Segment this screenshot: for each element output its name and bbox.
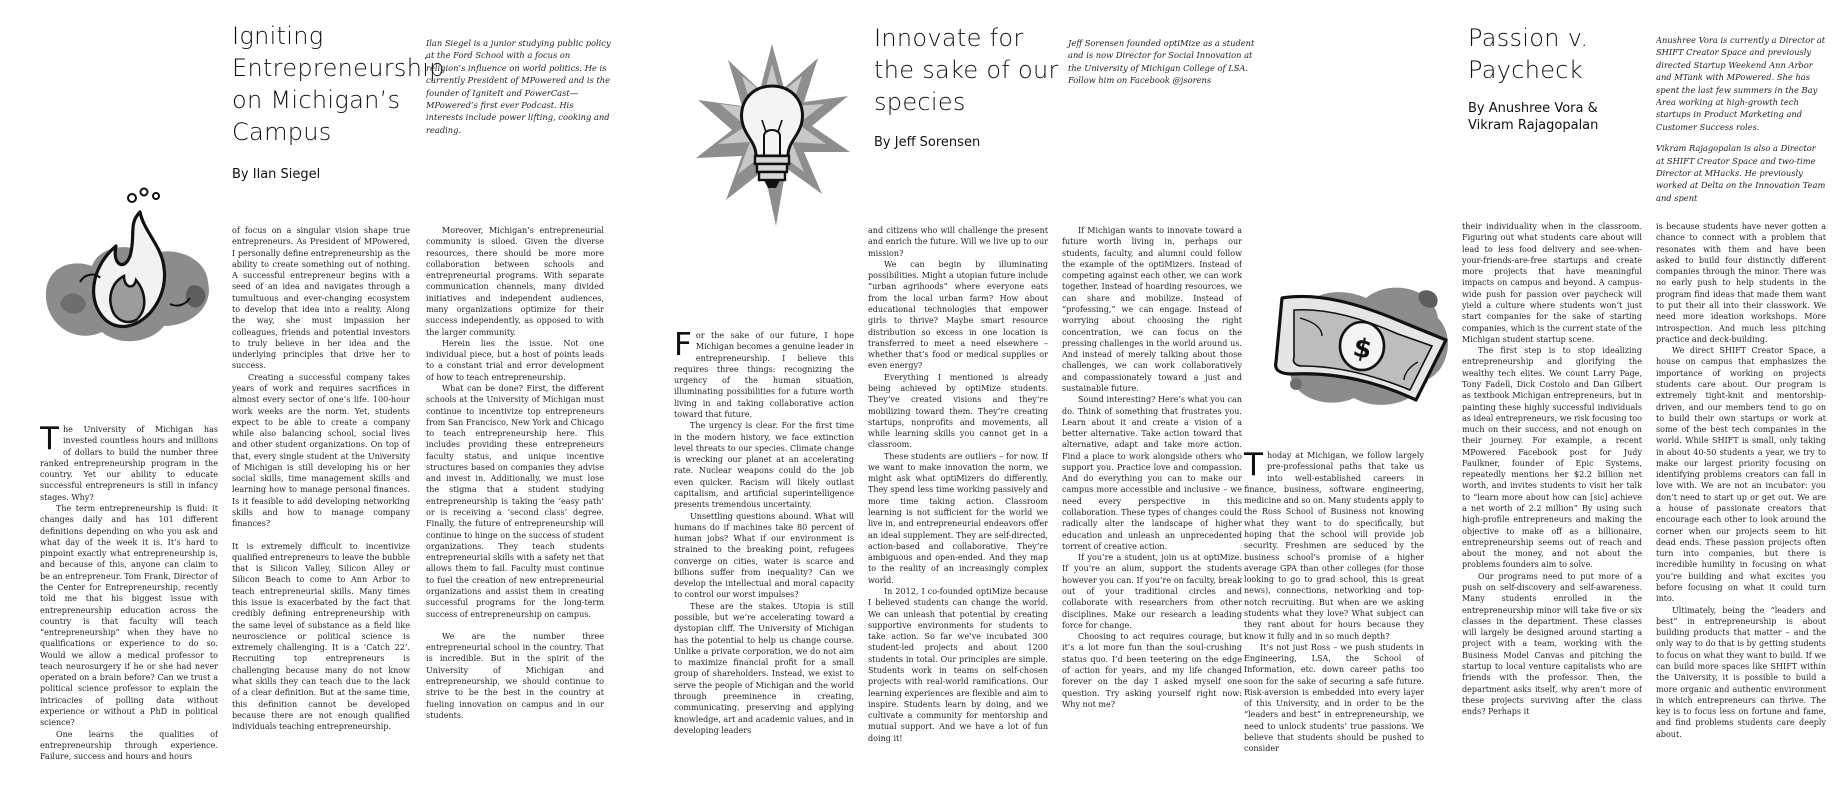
body-paragraph: Herein lies the issue. Not one individual piece, but a host of points leads to a constant trial and error development of how to teach entrepreneurship.: [426, 338, 604, 382]
body-paragraph: [40, 424, 218, 503]
body-paragraph: The first step is to stop idealizing entrepreneurship and glorifying the wealthy tech elites. We count Larry Page, Tony Fadell, Dick Costolo and Dan Gilbert as textbook Michigan entrepreneurs, but in painting these highly successful individuals as ideal entrepreneurs, we risk focusing too much on their success, and not enough on their journey. For example, a recent MPowered Facebook post for Judy Faulkner, founder of Epic Systems, repeatedly mentions her $2.2 billion net worth, and invites students to visit her talk to “learn more about how can [sic] achieve a net worth of 2.2 million” By using such high-profile entrepreneurs and making the objective to make off as a billionaire, entrepreneurship seems out of reach and about the money, and not about the problems founders aim to solve.: [1462, 346, 1642, 570]
body-paragraph: It is extremely difficult to incentivize qualified entrepreneurs to leave the bubble that is Silicon Valley, Silicon Alley or Silicon Beach to come to Ann Arbor to teach entrepreneurial skills. Many times this issue is exacerbated by the fact that credibly defining entrepreneurship with the same level of substance as a field like neuroscience or political science is extremely challenging. It is a ‘Catch 22’. Recruiting top entrepreneurs is challenging because many do not know what skills they can teach due to the lack of a clear definition. But at the same time, this definition cannot be developed because there are not enough qualified individuals teaching entrepreneurship.: [232, 541, 410, 732]
byline-line: Vikram Rajagopalan: [1468, 118, 1599, 133]
author-bio: [1068, 37, 1258, 96]
body-paragraph: One learns the qualities of entrepreneurship through experience. Failure, success and hours and hours: [40, 729, 218, 762]
byline: By Ilan Siegel: [232, 167, 321, 182]
body-paragraph: their individuality when in the classroom. Figuring out what students care about will lead to less food delivery and see-when-your-friends-are-free startups and create more projects that have meaningful impacts on campus and beyond. A campus-wide push for passion over paycheck will yield a culture where students won’t just start companies for the sake of starting companies, which is the current state of the Michigan student startup scene.: [1462, 222, 1642, 344]
article-body-column: [426, 225, 604, 805]
flame-illustration: [40, 186, 216, 362]
body-paragraph: [1244, 450, 1424, 642]
article-body-column: [232, 225, 410, 805]
dollar-bill-illustration: [1270, 262, 1460, 422]
byline: [1468, 100, 1598, 134]
paragraph-text: or the sake of our future, I hope Michigan becomes a genuine leader in entrepreneurship. I believe this requires three things: recognizing the urgency of the human situation, illuminating possibilities for a future worth living in and taking collaborative action toward that future.: [674, 331, 854, 419]
body-paragraph: Ultimately, being the “leaders and best” in entrepreneurship is about building products that matter – and the only way to do that is by getting students to focus on what they want to build. If we can build more spaces like SHIFT within the University, it is possible to build a more organic and authentic environment in which entrepreneurs can thrive. The key is to focus less on fortune and fame, and find problems students care deeply about.: [1656, 605, 1826, 739]
body-paragraph: It’s not just Ross – we push students in Engineering, LSA, the School of Information, etc. down career paths too soon for the sake of securing a safe future. Risk-aversion is embedded into every layer of this University, and in order to be the “leaders and best” in entrepreneurship, we need to unlock students’ true passions. We believe that students should be pushed to consider: [1244, 642, 1424, 754]
title-line: the sake of our: [874, 56, 1059, 84]
body-paragraph: We can begin by illuminating possibilities. Might a utopian future include “urban agrihoods” where everyone eats from the local urban farm? How about educational technologies that empower girls to thrive? Maybe smart resource distribution so excess in one location is transferred to meet a need elsewhere – whether that’s food or medical supplies or even energy?: [868, 259, 1048, 371]
title-line: Innovate for: [874, 24, 1024, 52]
body-paragraph: Creating a successful company takes years of work and requires sacrifices in almost every sector of one’s life. 100-hour work weeks are the norm. Yet, students expect to be able to create a company while also balancing school, social lives and other student organizations. On top of that, every single student at the University of Michigan is still developing his or her social skills, time management skills and learning how to manage personal finances. Is it feasible to add developing networking skills and how to manage company finances?: [232, 372, 410, 529]
title-line: Paycheck: [1468, 56, 1583, 84]
title-line: Entrepreneurship: [232, 54, 445, 82]
article-body-column: [1462, 221, 1642, 801]
bio-paragraph: Anushree Vora is currently a Director at SHIFT Creator Space and previously directed Startup Weekend Ann Arbor and MTank with MPowered. She has spent the last few summers in the Bay Area working at high-growth tech startups in Product Marketing and Customer Success roles.: [1656, 35, 1826, 132]
article-title: [232, 20, 445, 148]
body-paragraph: The term entrepreneurship is fluid: it changes daily and has 101 different definitions depending on who you ask and what day of the week it is. It’s hard to pinpoint exactly what entrepreneurship is, and because of this, anyone can claim to be an entrepreneur. Tom Frank, Director of the Center for Entrepreneurship, recently told me that his biggest issue with entrepreneurship education across the country is that faculty will teach “entrepreneurship” when they have no qualifications or experience to do so. Would we allow a medical professor to teach neurosurgery if he or she had never operated on a brain before? Can we trust a political science professor to explain the intricacies of polling data without experience or without a PhD in political science?: [40, 503, 218, 728]
title-line: on Michigan’s: [232, 86, 401, 114]
article-title: [874, 22, 1074, 118]
bio-paragraph: Jeff Sorensen founded optiMize as a student and is now Director for Social Innovation at the University of Michigan College of LSA. Follow him on Facebook @jsorens: [1068, 38, 1255, 86]
body-paragraph: of focus on a singular vision shape true entrepreneurs. As President of MPowered, I personally define entrepreneurship as the ability to create something out of nothing. A successful entrepreneur begins with a seed of an idea and navigates through a tumultuous and ever-changing ecosystem to develop that idea into a reality. Along the way, she must impassion her colleagues, friends and potential investors to truly believe in her idea and the underlying principles that drive her to success.: [232, 226, 410, 371]
drop-cap: T: [40, 424, 59, 457]
svg-text:$: $: [1350, 332, 1375, 366]
byline: By Jeff Sorensen: [874, 135, 981, 150]
body-paragraph: What can be done? First, the different schools at the University of Michigan must continue to incentivize top entrepreneurs from San Francisco, New York and Chicago to teach entrepreneurship here. This includes providing these entrepreneurs faculty status, and unique incentive structures based on companies they advise and invest in. Additionally, we must lose the stigma that a student studying entrepreneurship is taking the ‘easy path’ or is receiving a ‘second class’ degree. Finally, the future of entrepreneurship will continue to hinge on the success of student organizations. They teach students entrepreneurial skills with a safety net that allows them to fail. Faculty must continue to fuel the creation of new entrepreneurial organizations and assist them in creating successful programs for the long-term success of entrepreneurship on campus.: [426, 383, 604, 619]
paragraph-text: he University of Michigan has invested countless hours and millions of dollars to build the number three ranked entrepreneurship program in the country. Yet our ability to educate successful entrepreneurs is still in infancy stages. Why?: [40, 425, 218, 502]
body-paragraph: [674, 330, 854, 420]
body-paragraph: Choosing to act requires courage, but it’s a lot more fun than the soul-crushing status quo. I’d been teetering on the edge of action for years, and my life changed forever on the day I asked myself one question. Try asking yourself right now: Why not me?: [1062, 632, 1242, 709]
body-paragraph: If Michigan wants to innovate toward a future worth living in, perhaps our students, faculty, and alumni could follow the example of the optiMizers. Instead of competing against each other, we can work together. Instead of hoarding resources, we can share and mobilize. Instead of “professing,” we can engage. Instead of worrying about choosing the right concentration, we can focus on the pressing challenges in the world around us. And instead of merely talking about those challenges, we can work collaboratively and compassionately toward a just and sustainable future.: [1062, 226, 1242, 393]
author-bio: [426, 37, 611, 145]
body-paragraph: We are the number three entrepreneurial school in the country. That is incredible. But in the spirit of the University of Michigan and entrepreneurship, we should continue to strive to be the best in the country at fueling innovation on campus and in our students.: [426, 631, 604, 720]
body-paragraph: We direct SHIFT Creator Space, a house on campus that emphasizes the importance of working on projects students care about. Our program is extremely tight-knit and mentorship-driven, and our members tend to go on to build their own startups or work at some of the best tech companies in the world. While SHIFT is small, only taking in about 40-50 students a year, we try to make our largest priority focusing on identifying problems creators can fall in love with. We are not an incubator: you don’t need to start up or get out. We are a house of passionate creators that encourage each other to look around the corner when our projects seem to hit dead ends. These passion projects often turn into companies, but there is incredible humility in focusing on what you’re building and what excites you before focusing on what it could turn into.: [1656, 346, 1826, 604]
article-body-column: [868, 225, 1048, 805]
body-paragraph: Moreover, Michigan’s entrepreneurial community is siloed. Given the diverse resources, there should be more more collaboration between schools and entrepreneurial programs. With separate communication channels, many divided initiatives and independent audiences, many organizations optimize for their success independently, as opposed to with the larger community.: [426, 226, 604, 337]
article-body-column: [40, 424, 218, 804]
body-paragraph: If you’re a student, join us at optiMize. If you’re an alum, support the students however you can. If you’re on faculty, break out of your traditional circles and collaborate with researchers from other disciplines. Make our research a leading force for change.: [1062, 553, 1242, 630]
author-bio: [1656, 34, 1826, 202]
body-paragraph: is because students have never gotten a chance to connect with a problem that resonates with them and have been asked to build four distinctly different companies through the minor. There was no early push to help students in the program find ideas that made them want to put their all into their classwork. We need more ideation workshops. More introspection. And much less pitching practice and deck-building.: [1656, 222, 1826, 344]
body-paragraph: These students are outliers – for now. If we want to make innovation the norm, we might ask what optiMizers do differently. They spend less time working passively and more time taking action. Classroom learning is not sufficient for the world we live in, and entrepreneurial endeavors offer an ideal supplement. They are self-directed, action-based and collaborative. They’re ambiguous and open-ended. And they map to the reality of an increasingly complex world.: [868, 451, 1048, 585]
drop-cap: F: [674, 330, 692, 363]
lightbulb-burst-illustration: [692, 40, 852, 230]
body-paragraph: Unsettling questions abound. What will humans do if machines take 80 percent of human jobs? What if our environment is strained to the breaking point, refugees converge on cities, water is scarce and billions suffer from inequality? Can we develop the intellectual and moral capacity to control our worst impulses?: [674, 511, 854, 600]
title-line: Igniting: [232, 22, 324, 50]
title-line: species: [874, 88, 966, 116]
title-line: Campus: [232, 118, 332, 146]
article-body-column: [1062, 225, 1242, 805]
article-body-column: [1244, 450, 1424, 800]
article-title: [1468, 22, 1648, 86]
title-line: Passion v.: [1468, 24, 1589, 52]
body-paragraph: Our programs need to put more of a push on self-discovery and self-awareness. Many students enrolled in the entrepreneurship minor will take five or six classes in the department. These classes will largely be designed around starting a project with a team, working with the Business Model Canvas and pitching the startup to local venture capitalists who are friends with the professor. Then, the department asks itself, why aren’t more of these projects surviving after the class ends? Perhaps it: [1462, 571, 1642, 717]
drop-cap: T: [1244, 450, 1263, 483]
article-body-column: [674, 330, 854, 800]
bio-paragraph: Ilan Siegel is a junior studying public policy at the Ford School with a focus on religion’s influence on world politics. He is currently President of MPowered and is the founder of IgniteIt and PowerCast—MPowered’s first ever Podcast. His interests include power lifting, cooking and reading.: [426, 38, 611, 135]
paragraph-text: hoday at Michigan, we follow largely pre-professional paths that take us into well-established careers in finance, business, software engineering, medicine and so on. Many students apply to the Ross School of Business not knowing what they want to do specifically, but hoping that the school will provide job security. Freshmen are seduced by the business school’s promise of a higher average GPA than other colleges (for those looking to go to grad school, this is great news), connections, networking and top-notch recruiting. But when are we asking students what they love? What subject can they rant about for hours because they know it fully and in so much depth?: [1244, 451, 1424, 641]
body-paragraph: In 2012, I co-founded optiMize because I believed students can change the world. We can unleash that potential by creating supportive environments for students to take action. So far we’ve incubated 300 student-led projects and about 1200 students in total. Our principles are simple. Students work in teams on self-chosen projects with real-world ramifications. Our learning experiences are flexible and aim to inspire. Students learn by doing, and we cultivate a community for mentorship and mutual support. And we have a lot of fun doing it!: [868, 587, 1048, 743]
body-paragraph: Everything I mentioned is already being achieved by optiMize students. They’ve created visions and they’re mobilizing toward them. They’re creating startups, nonprofits and movements, all while learning skills you cannot get in a classroom.: [868, 372, 1048, 450]
article-body-column: [1656, 221, 1826, 801]
body-paragraph: The urgency is clear. For the first time in the modern history, we face extinction level threats to our species. Climate change is wrecking our planet at an accelerating rate. Nuclear weapons could do the job even quicker. Racism will likely outlast capitalism, and artificial superintelligence presents tremendous uncertainty.: [674, 421, 854, 510]
body-paragraph: These are the stakes. Utopia is still possible, but we’re accelerating toward a dystopian cliff. The University of Michigan has the potential to help us change course. Unlike a private corporation, we do not aim to maximize financial profit for a small group of shareholders. Instead, we exist to serve the people of Michigan and the world through preeminence in creating, communicating, preserving and applying knowledge, art and academic values, and in developing leaders: [674, 601, 854, 735]
byline-line: By Anushree Vora &: [1468, 101, 1598, 116]
body-paragraph: and citizens who will challenge the present and enrich the future. Will we live up to our mission?: [868, 226, 1048, 258]
bio-paragraph: Vikram Rajagopalan is also a Director at SHIFT Creator Space and two-time Director at MHacks. He previously worked at Delta on the Innovation Team and spent: [1656, 143, 1826, 202]
body-paragraph: Sound interesting? Here’s what you can do. Think of something that frustrates you. Learn about it and create a vision of a better alternative. Take action toward that alternative, adapt and take more action. Find a place to work alongside others who support you. Practice love and compassion. And do everything you can to make our campus more accessible and inclusive – we need every perspective in this collaboration. These types of changes could radically alter the landscape of higher education and unleash an unprecedented torrent of creative action.: [1062, 395, 1242, 551]
